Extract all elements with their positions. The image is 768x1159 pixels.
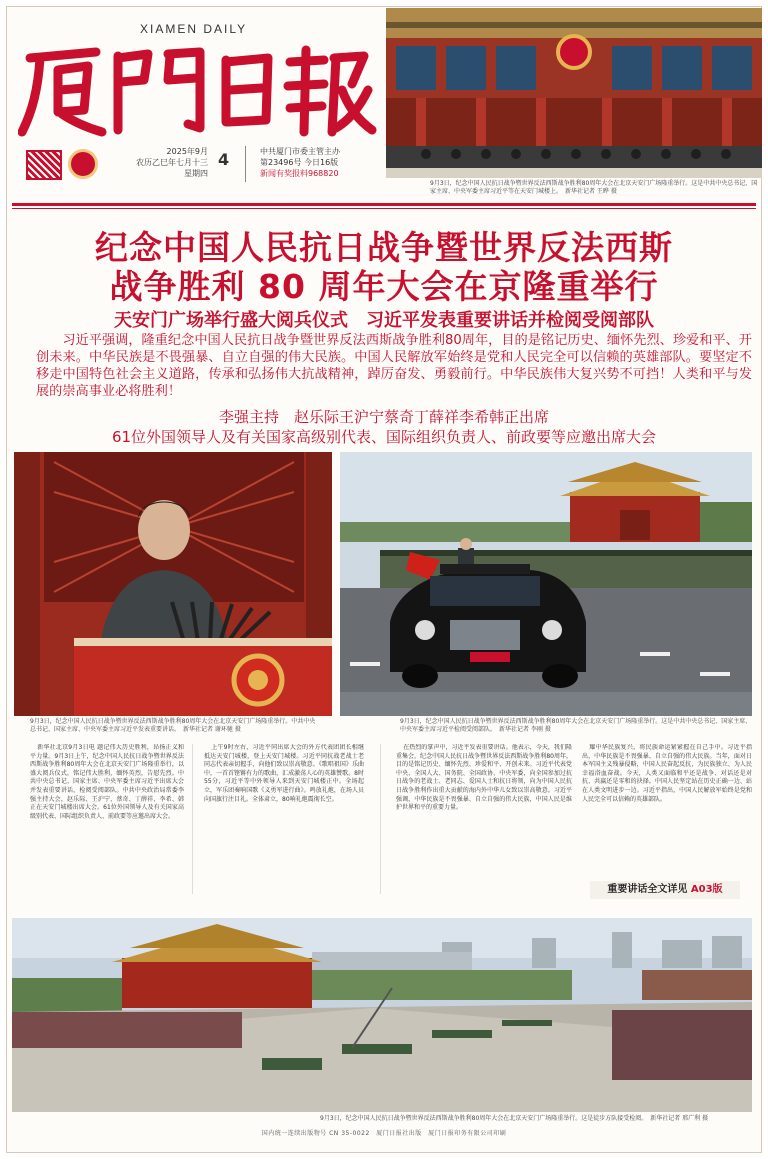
publisher-line: 中共厦门市委主管主办 [260, 147, 340, 156]
reference-page[interactable]: A03版 [690, 884, 723, 895]
issue-date-weekday: 星期四 [184, 169, 208, 178]
article-column-4: 耀中华民族复兴，将民族命运紧紧握在自己手中。习近平指出，中华民族是不畏强暴、自立自强的伟大民族。当年，面对日本军国主义残暴侵略，中国人民奋起反抗，为民族独立、为人民幸福浴血奋战。今天，人类又面临和平还是战争、对话还是对抗、共赢还是零和的抉择。中国人民坚定站在历史正确一边、站在人类文明进步一边。习近平指出，中国人民解放军始终是党和人民完全可以信赖的英雄部队。 [582, 744, 752, 803]
issue-number: 第23496号 今日16版 [260, 158, 339, 167]
article-column-3: 在热烈的掌声中，习近平发表重要讲话。他表示，今天，我们隆重集会，纪念中国人民抗日战争暨世界反法西斯战争胜利80周年，目的是铭记历史、缅怀先烈、珍爱和平、开创未来。习近平代表党中央、全国人大、国务院、全国政协、中央军委，向全国参加过抗日战争的老战士、老同志、爱国人士和抗日将领，向为中国人民抗日战争胜利作出重大贡献的海内外中华儿女致以崇高敬意。习近平强调，中华民族是不畏强暴、自立自强的伟大民族，中国人民是维护世界和平的重要力量。 [396, 744, 572, 812]
issue-date-lunar: 农历乙巳年七月十三 [136, 158, 208, 167]
column-divider [192, 744, 193, 894]
newspaper-emblem-icon [68, 149, 98, 179]
tiananmen-square-panorama-photo [12, 918, 752, 1112]
column-divider [380, 744, 381, 894]
full-speech-reference[interactable] [590, 881, 740, 899]
attendance-line-1: 李强主持 赵乐际王沪宁蔡奇丁薛祥李希韩正出席 [218, 408, 549, 426]
tiananmen-rostrum-photo [386, 8, 762, 178]
article-column-1: 新华社北京9月3日电 题记伟大历史胜利，昂扬正义和平力量。9月3日上午，纪念中国人民抗日战争暨世界反法西斯战争胜利80周年大会在北京天安门广场隆重举行，以盛大阅兵仪式，铭记伟大胜利，缅怀英烈，告慰先烈。中共中央总书记、国家主席、中央军委主席习近平出席大会并发表重要讲话，检阅受阅部队。中共中央政治局常委李强主持大会，赵乐际、王沪宁、蔡奇、丁薛祥、李希、韩正在天安门城楼出席大会。61位外国领导人及有关国家高级别代表、国际组织负责人、前政要等应邀出席大会。 [30, 744, 184, 820]
speech-photo-caption: 9月3日，纪念中国人民抗日战争暨世界反法西斯战争胜利80周年大会在北京天安门广场隆重举行。中共中央总书记、国家主席、中央军委主席习近平发表重要讲话。 新华社记者 谢环驰 摄 [30, 718, 316, 733]
subheadline: 天安门广场举行盛大阅兵仪式 习近平发表重要讲话并检阅受阅部队 [114, 310, 654, 331]
speech-photo [14, 452, 332, 716]
publisher-info [260, 146, 380, 179]
headline-line-2: 战争胜利 80 周年大会在京隆重举行 [109, 267, 659, 306]
issue-date [108, 146, 208, 179]
news-tip-line: 新闻有奖报料968820 [260, 169, 339, 178]
header-rule-thin [12, 208, 756, 209]
attendance-line-2: 61位外国领导人及有关国家高级别代表、国际组织负责人、前政要等应邀出席大会 [111, 428, 657, 446]
page-number: 4 [218, 150, 230, 169]
parade-photo-caption: 9月3日，纪念中国人民抗日战争暨世界反法西斯战争胜利80周年大会在北京天安门广场隆重举行。这是中共中央总书记、国家主席、中央军委主席习近平检阅受阅部队。 新华社记者 李刚 摄 [400, 718, 752, 733]
masthead-divider [245, 146, 246, 182]
panorama-photo-caption: 9月3日，纪念中国人民抗日战争暨世界反法西斯战争胜利80周年大会在北京天安门广场隆重举行。这是徒步方队接受检阅。 新华社记者 邢广利 摄 [320, 1115, 709, 1122]
top-photo-caption: 9月3日，纪念中国人民抗日战争暨世界反法西斯战争胜利80周年大会在北京天安门广场隆重举行。这是中共中央总书记、国家主席、中央军委主席习近平等在天安门城楼上。 新华社记者 王晔 摄 [430, 180, 758, 195]
qr-code [26, 150, 62, 180]
headline-line-1: 纪念中国人民抗日战争暨世界反法西斯 [95, 228, 673, 267]
reference-label: 重要讲话全文详见 [607, 884, 688, 895]
page-footer: 国内统一连续出版物号 CN 35-0022 厦门日报社出版 厦门日报印务有限公司印刷 [261, 1130, 507, 1137]
article-column-2: 上午9时左右，习近平同出席大会的外方代表团团长相继抵达天安门城楼，登上天安门城楼。习近平同抗战老战士老同志代表亲切握手，向他们致以崇高敬意。《歌唱祖国》乐曲中，一首首铿锵有力的歌曲，汇成激荡人心的英雄赞歌。8时55分，习近平等中外领导人来到天安门城楼正中。全场起立，军乐团奏响国歌《义勇军进行曲》。鸣放礼炮，在场人员向国旗行注目礼。全体肃立，80响礼炮震彻长空。 [204, 744, 364, 803]
issue-date-gregorian: 2025年9月 [166, 147, 208, 156]
masthead-english-name: XIAMEN DAILY [140, 22, 248, 36]
inspection-parade-photo [340, 452, 752, 716]
lead-paragraph: 习近平强调，隆重纪念中国人民抗日战争暨世界反法西斯战争胜利80周年，目的是铭记历史、缅怀先烈、珍爱和平、开创未来。中华民族是不畏强暴、自立自强的伟大民族。中国人民解放军始终是党和人民完全可以信赖的英雄部队。要坚定不移走中国特色社会主义道路，传承和弘扬伟大抗战精神，踔厉奋发、勇毅前行。中华民族伟大复兴势不可挡！人类和平与发展的崇高事业必将胜利！ [36, 333, 752, 399]
header-rule [12, 203, 756, 206]
masthead-calligraphy-logo [18, 40, 378, 140]
